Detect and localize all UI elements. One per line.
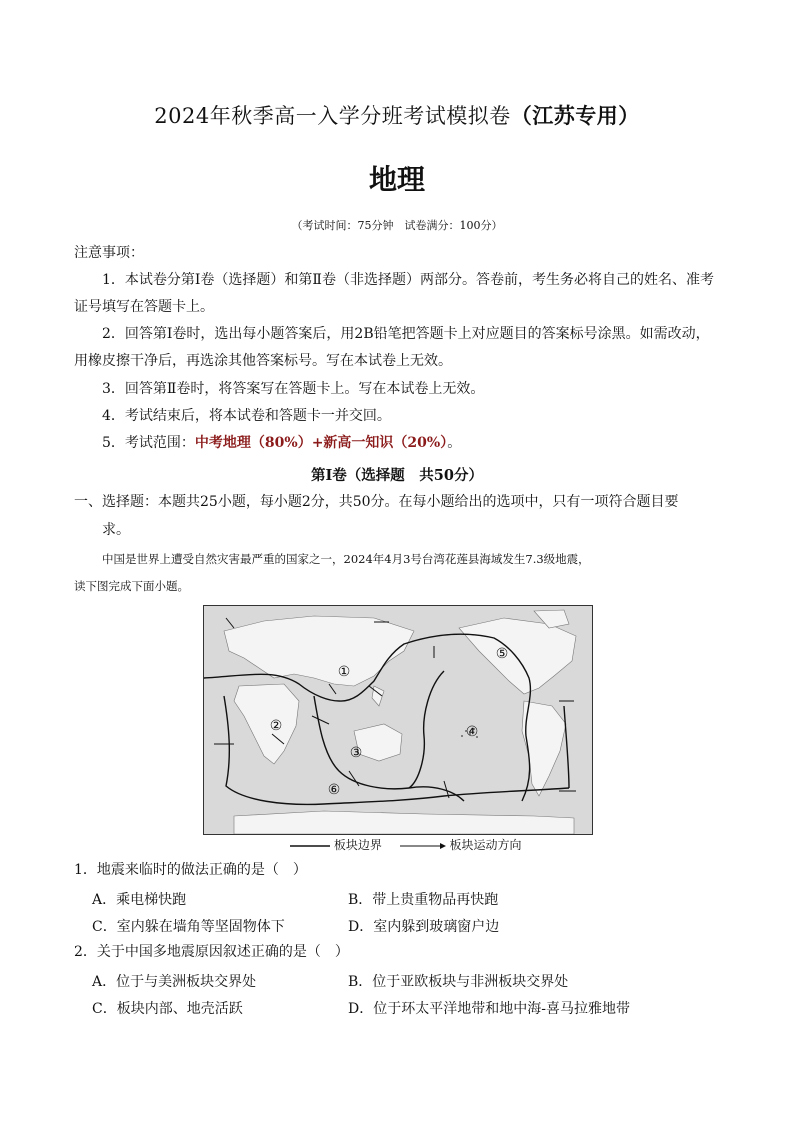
note-2: 2．回答第Ⅰ卷时，选出每小题答案后，用2B铅笔把答题卡上对应题目的答案标号涂黑。如需改动， — [102, 326, 710, 342]
q2-option-c[interactable]: C．板块内部、地壳活跃 — [92, 1001, 243, 1017]
part-intro-cont: 求。 — [102, 522, 130, 538]
legend-motion: 板块运动方向 — [449, 838, 522, 852]
part-intro: 一、选择题：本题共25小题，每小题2分，共50分。在每小题给出的选项中，只有一项符合题目要 — [74, 494, 679, 510]
passage-cont: 读下图完成下面小题。 — [74, 579, 189, 593]
boundary-line-icon — [290, 842, 330, 850]
legend-boundary: 板块边界 — [333, 838, 382, 852]
map-legend — [290, 836, 522, 853]
note-5 — [102, 434, 461, 452]
note-2-cont: 用橡皮擦干净后，再选涂其他答案标号。写在本试卷上无效。 — [74, 353, 452, 369]
q1-option-b[interactable]: B．带上贵重物品再快跑 — [348, 892, 499, 908]
note-3: 3．回答第Ⅱ卷时，将答案写在答题卡上。写在本试卷上无效。 — [102, 381, 485, 397]
plate-label-2: ② — [269, 718, 283, 734]
exam-title — [0, 100, 794, 130]
plate-label-1: ① — [337, 664, 351, 680]
plate-label-6: ⑥ — [327, 782, 341, 798]
question-1-stem: 1．地震来临时的做法正确的是（ ） — [74, 862, 307, 878]
passage: 中国是世界上遭受自然灾害最严重的国家之一，2024年4月3号台湾花莲县海域发生7.3级地震， — [102, 552, 590, 566]
q1-option-a[interactable]: A．乘电梯快跑 — [92, 892, 187, 908]
plate-label-3: ③ — [349, 745, 363, 761]
note-5-prefix: 5．考试范围： — [102, 435, 195, 451]
q1-option-d[interactable]: D．室内躲到玻璃窗户边 — [348, 919, 500, 935]
q1-option-c[interactable]: C．室内躲在墙角等坚固物体下 — [92, 919, 285, 935]
plate-label-4: ④ — [465, 724, 479, 740]
title-main: 2024年秋季高一入学分班考试模拟卷 — [154, 104, 511, 128]
plate-map — [203, 605, 593, 835]
notes-heading: 注意事项： — [74, 245, 144, 261]
q2-option-a[interactable]: A．位于与美洲板块交界处 — [92, 974, 257, 990]
note-1-cont: 证号填写在答题卡上。 — [74, 299, 214, 315]
question-2-stem: 2．关于中国多地震原因叙述正确的是（ ） — [74, 944, 349, 960]
plate-map-svg — [204, 606, 592, 834]
plate-label-5: ⑤ — [495, 646, 509, 662]
section-title: 第Ⅰ卷（选择题 共50分） — [311, 467, 483, 484]
q2-option-d[interactable]: D．位于环太平洋地带和地中海-喜马拉雅地带 — [348, 1001, 630, 1017]
note-4: 4．考试结束后，将本试卷和答题卡一并交回。 — [102, 408, 391, 424]
note-1: 1．本试卷分第Ⅰ卷（选择题）和第Ⅱ卷（非选择题）两部分。答卷前，考生务必将自己的姓名、准考 — [102, 272, 714, 288]
exam-scope: 中考地理（80%）+新高一知识（20%） — [194, 435, 448, 451]
q2-option-b[interactable]: B．位于亚欧板块与非洲板块交界处 — [348, 974, 569, 990]
subject-heading: 地理 — [368, 163, 425, 196]
title-region: （江苏专用） — [510, 103, 640, 128]
arrow-icon — [400, 842, 446, 850]
note-5-suffix: 。 — [447, 435, 462, 451]
exam-info: （考试时间：75分钟 试卷满分：100分） — [291, 219, 503, 232]
